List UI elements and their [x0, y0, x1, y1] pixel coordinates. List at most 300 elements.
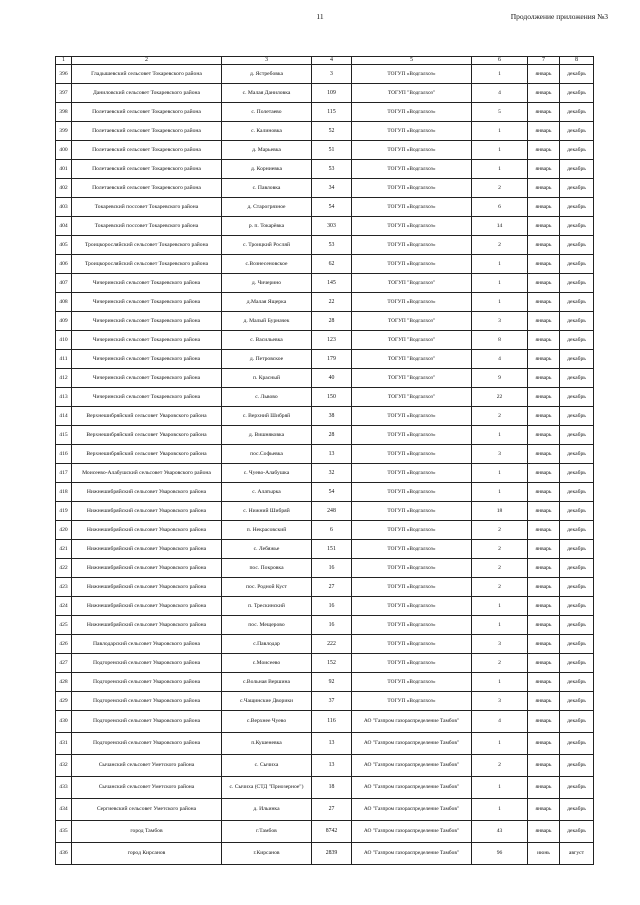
- row-number-cell: 401: [56, 160, 72, 179]
- start-month-cell: январь: [528, 388, 560, 407]
- end-month-cell: декабрь: [560, 635, 594, 654]
- settlement-cell: пос. Покровка: [222, 559, 312, 578]
- start-month-cell: январь: [528, 692, 560, 711]
- row-number-cell: 424: [56, 597, 72, 616]
- organization-cell: ТОГУП «Водгалхоз»: [352, 578, 472, 597]
- table-header: [56, 57, 594, 65]
- table-row: [56, 692, 594, 711]
- settlement-cell: с. Васильевка: [222, 331, 312, 350]
- row-number-cell: 419: [56, 502, 72, 521]
- settlement-cell: р. п. Токарёвка: [222, 217, 312, 236]
- table-row: [56, 540, 594, 559]
- municipality-cell: город Кирсанов: [72, 843, 222, 865]
- row-number-cell: 427: [56, 654, 72, 673]
- count-cell: 1: [472, 274, 528, 293]
- settlement-cell: с.Верхнее Чуево: [222, 711, 312, 733]
- appendix-continuation-note: Продолжение приложения №3: [510, 12, 608, 21]
- table-row: [56, 198, 594, 217]
- organization-cell: АО "Газпром газораспределение Тамбов": [352, 777, 472, 799]
- table-row: [56, 179, 594, 198]
- settlement-cell: с. Верхний Шибряй: [222, 407, 312, 426]
- column-header: 5: [352, 57, 472, 65]
- municipality-cell: Нижнешибряйский сельсовет Уваровского района: [72, 616, 222, 635]
- end-month-cell: декабрь: [560, 274, 594, 293]
- start-month-cell: январь: [528, 217, 560, 236]
- end-month-cell: декабрь: [560, 236, 594, 255]
- organization-cell: ТОГУП "Водгалхоз": [352, 331, 472, 350]
- organization-cell: ТОГУП «Водгалхоз»: [352, 65, 472, 84]
- count-cell: 2: [472, 179, 528, 198]
- quantity-cell: 52: [312, 122, 352, 141]
- row-number-cell: 403: [56, 198, 72, 217]
- organization-cell: ТОГУП «Водгалхоз»: [352, 521, 472, 540]
- count-cell: 1: [472, 65, 528, 84]
- municipality-cell: Подгоренский сельсовет Уваровского района: [72, 654, 222, 673]
- quantity-cell: 37: [312, 692, 352, 711]
- settlement-cell: с. Сычиха: [222, 755, 312, 777]
- start-month-cell: январь: [528, 426, 560, 445]
- quantity-cell: 152: [312, 654, 352, 673]
- table-row: [56, 654, 594, 673]
- count-cell: 4: [472, 711, 528, 733]
- organization-cell: ТОГУП "Водгалхоз": [352, 388, 472, 407]
- quantity-cell: 38: [312, 407, 352, 426]
- settlement-cell: д. Вишняковка: [222, 426, 312, 445]
- quantity-cell: 28: [312, 426, 352, 445]
- end-month-cell: декабрь: [560, 350, 594, 369]
- start-month-cell: январь: [528, 65, 560, 84]
- municipality-cell: Нижнешибряйский сельсовет Уваровского района: [72, 502, 222, 521]
- row-number-cell: 432: [56, 755, 72, 777]
- end-month-cell: декабрь: [560, 692, 594, 711]
- row-number-cell: 435: [56, 821, 72, 843]
- organization-cell: АО "Газпром газораспределение Тамбов": [352, 799, 472, 821]
- municipality-cell: Троицкоросляйский сельсовет Токаревского района: [72, 236, 222, 255]
- count-cell: 1: [472, 255, 528, 274]
- start-month-cell: январь: [528, 654, 560, 673]
- municipality-cell: Подгоренский сельсовет Уваровского района: [72, 692, 222, 711]
- municipality-cell: Чичеринский сельсовет Токаревского района: [72, 331, 222, 350]
- settlement-cell: д. Петровское: [222, 350, 312, 369]
- end-month-cell: декабрь: [560, 293, 594, 312]
- quantity-cell: 145: [312, 274, 352, 293]
- count-cell: 3: [472, 692, 528, 711]
- row-number-cell: 428: [56, 673, 72, 692]
- settlement-cell: пос.Софьевка: [222, 445, 312, 464]
- row-number-cell: 436: [56, 843, 72, 865]
- row-number-cell: 415: [56, 426, 72, 445]
- municipality-cell: Нижнешибряйский сельсовет Уваровского района: [72, 559, 222, 578]
- municipality-cell: Нижнешибряйский сельсовет Уваровского района: [72, 483, 222, 502]
- municipality-cell: Полетаевский сельсовет Токаревского района: [72, 179, 222, 198]
- organization-cell: ТОГУП «Водгалхоз»: [352, 692, 472, 711]
- municipality-cell: Подгоренский сельсовет Уваровского района: [72, 733, 222, 755]
- settlement-cell: г.Кирсанов: [222, 843, 312, 865]
- table-row: [56, 843, 594, 865]
- organization-cell: ТОГУП «Водгалхоз»: [352, 407, 472, 426]
- start-month-cell: январь: [528, 122, 560, 141]
- municipality-cell: Чичеринский сельсовет Токаревского района: [72, 312, 222, 331]
- settlement-cell: с. Полетаево: [222, 103, 312, 122]
- row-number-cell: 434: [56, 799, 72, 821]
- end-month-cell: декабрь: [560, 777, 594, 799]
- organization-cell: ТОГУП «Водгалхоз»: [352, 122, 472, 141]
- start-month-cell: январь: [528, 141, 560, 160]
- settlement-cell: д. Малый Бурначек: [222, 312, 312, 331]
- column-header: 1: [56, 57, 72, 65]
- quantity-cell: 13: [312, 755, 352, 777]
- end-month-cell: декабрь: [560, 654, 594, 673]
- organization-cell: ТОГУП «Водгалхоз»: [352, 673, 472, 692]
- table-row: [56, 711, 594, 733]
- start-month-cell: январь: [528, 711, 560, 733]
- start-month-cell: январь: [528, 350, 560, 369]
- quantity-cell: 22: [312, 293, 352, 312]
- start-month-cell: январь: [528, 597, 560, 616]
- start-month-cell: январь: [528, 179, 560, 198]
- row-number-cell: 416: [56, 445, 72, 464]
- table-row: [56, 799, 594, 821]
- row-number-cell: 418: [56, 483, 72, 502]
- column-header: 3: [222, 57, 312, 65]
- count-cell: 2: [472, 755, 528, 777]
- quantity-cell: 116: [312, 711, 352, 733]
- start-month-cell: январь: [528, 103, 560, 122]
- end-month-cell: декабрь: [560, 407, 594, 426]
- table-row: [56, 616, 594, 635]
- quantity-cell: 18: [312, 777, 352, 799]
- row-number-cell: 431: [56, 733, 72, 755]
- organization-cell: АО "Газпром газораспределение Тамбов": [352, 733, 472, 755]
- table-row: [56, 821, 594, 843]
- count-cell: 2: [472, 407, 528, 426]
- start-month-cell: январь: [528, 521, 560, 540]
- start-month-cell: январь: [528, 84, 560, 103]
- table-row: [56, 777, 594, 799]
- start-month-cell: январь: [528, 821, 560, 843]
- count-cell: 9: [472, 369, 528, 388]
- table-row: [56, 483, 594, 502]
- header-row: [56, 57, 594, 65]
- start-month-cell: январь: [528, 369, 560, 388]
- count-cell: 6: [472, 198, 528, 217]
- start-month-cell: январь: [528, 312, 560, 331]
- table-row: [56, 502, 594, 521]
- row-number-cell: 423: [56, 578, 72, 597]
- table-row: [56, 103, 594, 122]
- table-row: [56, 407, 594, 426]
- count-cell: 43: [472, 821, 528, 843]
- row-number-cell: 408: [56, 293, 72, 312]
- row-number-cell: 399: [56, 122, 72, 141]
- table-row: [56, 369, 594, 388]
- table-row: [56, 673, 594, 692]
- municipality-cell: Чичеринский сельсовет Токаревского района: [72, 369, 222, 388]
- municipality-cell: Даниловский сельсовет Токаревского района: [72, 84, 222, 103]
- row-number-cell: 409: [56, 312, 72, 331]
- start-month-cell: январь: [528, 464, 560, 483]
- end-month-cell: декабрь: [560, 179, 594, 198]
- count-cell: 1: [472, 464, 528, 483]
- start-month-cell: январь: [528, 483, 560, 502]
- quantity-cell: 222: [312, 635, 352, 654]
- organization-cell: ТОГУП «Водгалхоз»: [352, 540, 472, 559]
- start-month-cell: январь: [528, 540, 560, 559]
- end-month-cell: август: [560, 843, 594, 865]
- settlement-cell: д.Малая Ящерка: [222, 293, 312, 312]
- end-month-cell: декабрь: [560, 122, 594, 141]
- table-row: [56, 122, 594, 141]
- table-row: [56, 464, 594, 483]
- end-month-cell: декабрь: [560, 521, 594, 540]
- count-cell: 1: [472, 733, 528, 755]
- column-header: 8: [560, 57, 594, 65]
- count-cell: 1: [472, 141, 528, 160]
- settlement-cell: д. Чичерино: [222, 274, 312, 293]
- settlement-cell: п.Кушеневка: [222, 733, 312, 755]
- quantity-cell: 16: [312, 616, 352, 635]
- end-month-cell: декабрь: [560, 502, 594, 521]
- row-number-cell: 420: [56, 521, 72, 540]
- quantity-cell: 32: [312, 464, 352, 483]
- end-month-cell: декабрь: [560, 445, 594, 464]
- end-month-cell: декабрь: [560, 799, 594, 821]
- quantity-cell: 13: [312, 445, 352, 464]
- count-cell: 1: [472, 799, 528, 821]
- row-number-cell: 407: [56, 274, 72, 293]
- municipality-cell: Сычанский сельсовет Уметского района: [72, 755, 222, 777]
- count-cell: 1: [472, 122, 528, 141]
- start-month-cell: январь: [528, 616, 560, 635]
- count-cell: 2: [472, 540, 528, 559]
- municipality-cell: Полетаевский сельсовет Токаревского района: [72, 122, 222, 141]
- row-number-cell: 429: [56, 692, 72, 711]
- quantity-cell: 115: [312, 103, 352, 122]
- organization-cell: ТОГУП «Водгалхоз»: [352, 559, 472, 578]
- organization-cell: АО "Газпром газораспределение Тамбов": [352, 821, 472, 843]
- quantity-cell: 179: [312, 350, 352, 369]
- end-month-cell: декабрь: [560, 673, 594, 692]
- quantity-cell: 53: [312, 236, 352, 255]
- settlement-cell: с.Вознесеновское: [222, 255, 312, 274]
- start-month-cell: январь: [528, 777, 560, 799]
- settlement-cell: с. Нижний Шибряй: [222, 502, 312, 521]
- quantity-cell: 13: [312, 733, 352, 755]
- page-number: 11: [316, 12, 324, 21]
- settlement-cell: пос. Мещерово: [222, 616, 312, 635]
- count-cell: 3: [472, 312, 528, 331]
- start-month-cell: январь: [528, 198, 560, 217]
- start-month-cell: январь: [528, 755, 560, 777]
- start-month-cell: январь: [528, 635, 560, 654]
- start-month-cell: январь: [528, 578, 560, 597]
- municipality-cell: Токаревский поссовет Токаревского района: [72, 198, 222, 217]
- table-row: [56, 597, 594, 616]
- table-row: [56, 65, 594, 84]
- row-number-cell: 413: [56, 388, 72, 407]
- table-row: [56, 274, 594, 293]
- organization-cell: ТОГУП «Водгалхоз»: [352, 635, 472, 654]
- quantity-cell: 51: [312, 141, 352, 160]
- municipality-cell: Верхнешибряйский сельсовет Уваровского района: [72, 445, 222, 464]
- count-cell: 8: [472, 331, 528, 350]
- row-number-cell: 430: [56, 711, 72, 733]
- organization-cell: АО "Газпром газораспределение Тамбов": [352, 755, 472, 777]
- end-month-cell: декабрь: [560, 483, 594, 502]
- table-row: [56, 521, 594, 540]
- start-month-cell: январь: [528, 293, 560, 312]
- row-number-cell: 425: [56, 616, 72, 635]
- settlement-cell: с. Львово: [222, 388, 312, 407]
- municipality-cell: город Тамбов: [72, 821, 222, 843]
- organization-cell: ТОГУП «Водгалхоз»: [352, 464, 472, 483]
- count-cell: 2: [472, 521, 528, 540]
- organization-cell: ТОГУП "Водгалхоз": [352, 350, 472, 369]
- settlement-cell: д. Ястребовка: [222, 65, 312, 84]
- end-month-cell: декабрь: [560, 217, 594, 236]
- quantity-cell: 16: [312, 597, 352, 616]
- organization-cell: ТОГУП «Водгалхоз»: [352, 103, 472, 122]
- row-number-cell: 426: [56, 635, 72, 654]
- municipality-cell: Токаревский поссовет Токаревского района: [72, 217, 222, 236]
- settlement-cell: с.Павлодар: [222, 635, 312, 654]
- quantity-cell: 28: [312, 312, 352, 331]
- row-number-cell: 406: [56, 255, 72, 274]
- table-row: [56, 733, 594, 755]
- quantity-cell: 8742: [312, 821, 352, 843]
- settlement-cell: с. Чуево-Алабушка: [222, 464, 312, 483]
- quantity-cell: 62: [312, 255, 352, 274]
- table-row: [56, 84, 594, 103]
- row-number-cell: 421: [56, 540, 72, 559]
- end-month-cell: декабрь: [560, 711, 594, 733]
- count-cell: 1: [472, 673, 528, 692]
- count-cell: 1: [472, 426, 528, 445]
- end-month-cell: декабрь: [560, 821, 594, 843]
- table-row: [56, 559, 594, 578]
- row-number-cell: 414: [56, 407, 72, 426]
- quantity-cell: 2839: [312, 843, 352, 865]
- settlement-cell: д. Марьевка: [222, 141, 312, 160]
- table-row: [56, 160, 594, 179]
- row-number-cell: 402: [56, 179, 72, 198]
- start-month-cell: январь: [528, 236, 560, 255]
- count-cell: 1: [472, 293, 528, 312]
- table-body: [56, 65, 594, 865]
- settlement-cell: с. Павловка: [222, 179, 312, 198]
- table-row: [56, 635, 594, 654]
- row-number-cell: 397: [56, 84, 72, 103]
- organization-cell: ТОГУП "Водгалхоз": [352, 312, 472, 331]
- row-number-cell: 404: [56, 217, 72, 236]
- municipality-cell: Верхнешибряйский сельсовет Уваровского района: [72, 407, 222, 426]
- municipality-cell: Сергиевский сельсовет Уметского района: [72, 799, 222, 821]
- end-month-cell: декабрь: [560, 597, 594, 616]
- start-month-cell: январь: [528, 673, 560, 692]
- quantity-cell: 16: [312, 559, 352, 578]
- end-month-cell: декабрь: [560, 331, 594, 350]
- data-table: [55, 56, 594, 865]
- column-header: 7: [528, 57, 560, 65]
- end-month-cell: декабрь: [560, 388, 594, 407]
- count-cell: 96: [472, 843, 528, 865]
- organization-cell: ТОГУП «Водгалхоз»: [352, 179, 472, 198]
- organization-cell: АО "Газпром газораспределение Тамбов": [352, 711, 472, 733]
- start-month-cell: январь: [528, 160, 560, 179]
- row-number-cell: 398: [56, 103, 72, 122]
- municipality-cell: Чичеринский сельсовет Токаревского района: [72, 350, 222, 369]
- table-row: [56, 445, 594, 464]
- table-row: [56, 217, 594, 236]
- end-month-cell: декабрь: [560, 312, 594, 331]
- row-number-cell: 405: [56, 236, 72, 255]
- organization-cell: ТОГУП «Водгалхоз»: [352, 255, 472, 274]
- table-row: [56, 331, 594, 350]
- organization-cell: ТОГУП «Водгалхоз»: [352, 426, 472, 445]
- quantity-cell: 150: [312, 388, 352, 407]
- municipality-cell: Павлодарский сельсовет Уваровского района: [72, 635, 222, 654]
- end-month-cell: декабрь: [560, 103, 594, 122]
- table-row: [56, 312, 594, 331]
- settlement-cell: д. Ильинка: [222, 799, 312, 821]
- start-month-cell: январь: [528, 274, 560, 293]
- quantity-cell: 92: [312, 673, 352, 692]
- count-cell: 18: [472, 502, 528, 521]
- quantity-cell: 123: [312, 331, 352, 350]
- start-month-cell: январь: [528, 407, 560, 426]
- municipality-cell: Сычанский сельсовет Уметского района: [72, 777, 222, 799]
- table-row: [56, 426, 594, 445]
- settlement-cell: с. Калиновка: [222, 122, 312, 141]
- end-month-cell: декабрь: [560, 733, 594, 755]
- start-month-cell: январь: [528, 733, 560, 755]
- end-month-cell: декабрь: [560, 426, 594, 445]
- start-month-cell: январь: [528, 502, 560, 521]
- table-row: [56, 578, 594, 597]
- end-month-cell: декабрь: [560, 464, 594, 483]
- count-cell: 1: [472, 777, 528, 799]
- count-cell: 2: [472, 559, 528, 578]
- end-month-cell: декабрь: [560, 578, 594, 597]
- municipality-cell: Полетаевский сельсовет Токаревского района: [72, 103, 222, 122]
- municipality-cell: Верхнешибряйский сельсовет Уваровского района: [72, 426, 222, 445]
- municipality-cell: Гладышевский сельсовет Токаревского района: [72, 65, 222, 84]
- count-cell: 3: [472, 445, 528, 464]
- start-month-cell: январь: [528, 799, 560, 821]
- settlement-cell: с. Малая Даниловка: [222, 84, 312, 103]
- settlement-cell: с. Троицкий Росляй: [222, 236, 312, 255]
- municipality-cell: Полетаевский сельсовет Токаревского района: [72, 160, 222, 179]
- municipality-cell: Полетаевский сельсовет Токаревского района: [72, 141, 222, 160]
- end-month-cell: декабрь: [560, 559, 594, 578]
- end-month-cell: декабрь: [560, 65, 594, 84]
- municipality-cell: Троицкоросляйский сельсовет Токаревского района: [72, 255, 222, 274]
- start-month-cell: январь: [528, 255, 560, 274]
- row-number-cell: 410: [56, 331, 72, 350]
- row-number-cell: 412: [56, 369, 72, 388]
- end-month-cell: декабрь: [560, 616, 594, 635]
- quantity-cell: 40: [312, 369, 352, 388]
- organization-cell: ТОГУП «Водгалхоз»: [352, 502, 472, 521]
- organization-cell: ТОГУП "Водгалхоз": [352, 274, 472, 293]
- quantity-cell: 27: [312, 578, 352, 597]
- end-month-cell: декабрь: [560, 755, 594, 777]
- table-row: [56, 293, 594, 312]
- municipality-cell: Чичеринский сельсовет Токаревского района: [72, 388, 222, 407]
- municipality-cell: Нижнешибряйский сельсовет Уваровского района: [72, 521, 222, 540]
- settlement-cell: пос. Родной Куст: [222, 578, 312, 597]
- count-cell: 2: [472, 578, 528, 597]
